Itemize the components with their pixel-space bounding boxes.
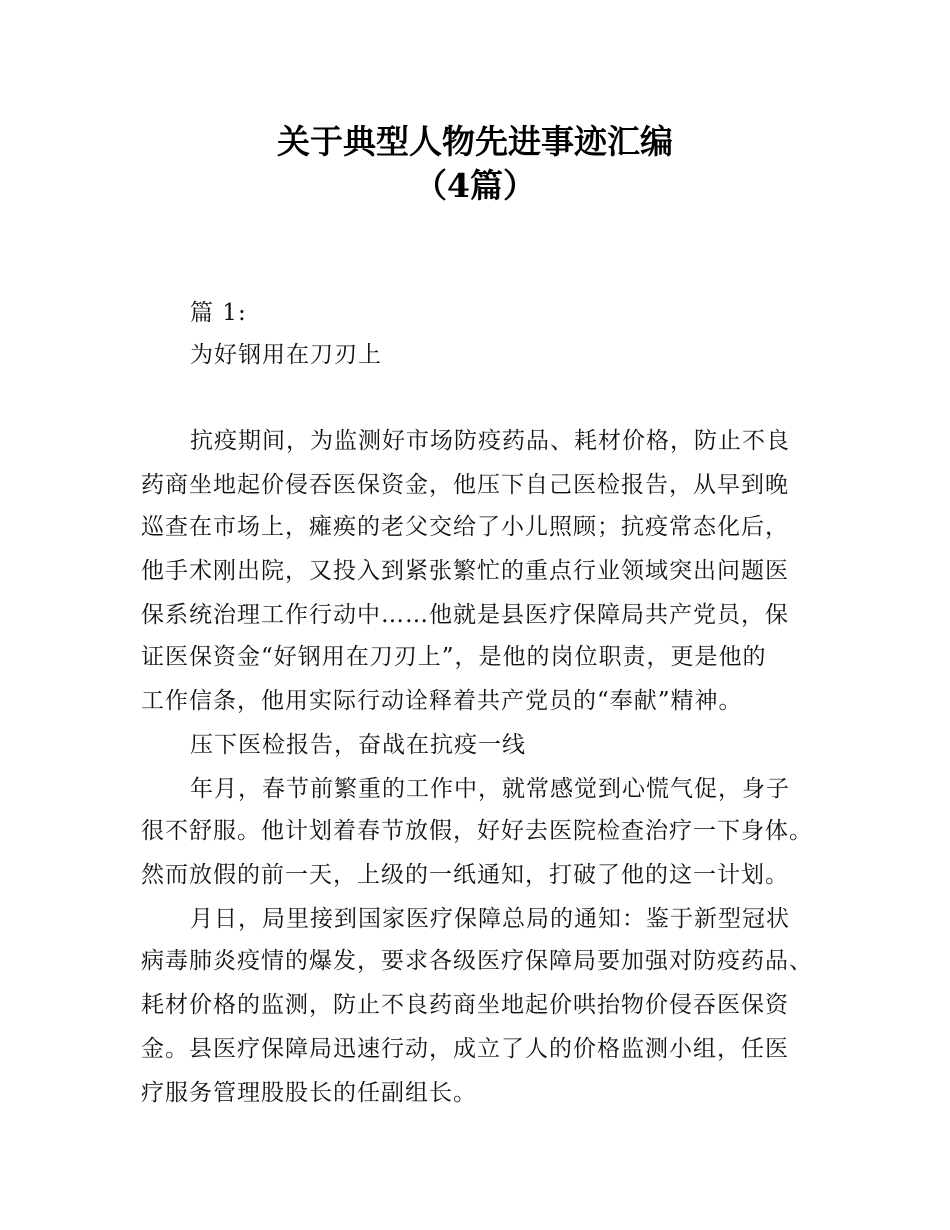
paragraph-line: 耗材价格的监测，防止不良药商坐地起价哄抬物价侵吞医保资 (141, 992, 789, 1018)
document-title-count: （4篇） (414, 166, 536, 205)
paragraph-line: 金。县医疗保障局迅速行动，成立了人的价格监测小组，任医 (141, 1036, 789, 1062)
paragraph-line: 疗服务管理股股长的任副组长。 (141, 1080, 477, 1106)
paragraph-line: 保系统治理工作行动中……他就是县医疗保障局共产党员，保 (141, 602, 789, 628)
paragraph-line: 巡查在市场上，瘫痪的老父交给了小儿照顾；抗疫常态化后， (141, 514, 789, 540)
paragraph-line: 工作信条，他用实际行动诠释着共产党员的“奉献”精神。 (141, 688, 743, 714)
paragraph-line: 药商坐地起价侵吞医保资金，他压下自己医检报告，从早到晚 (141, 472, 789, 498)
section-label: 篇 1: (190, 300, 247, 326)
paragraph-line: 证医保资金“好钢用在刀刃上”，是他的岗位职责，更是他的 (141, 644, 767, 670)
paragraph-line: 抗疫期间，为监测好市场防疫药品、耗材价格，防止不良 (190, 428, 790, 454)
paragraph-line: 月日，局里接到国家医疗保障总局的通知：鉴于新型冠状 (190, 906, 790, 932)
paragraph-line: 很不舒服。他计划着春节放假，好好去医院检查治疗一下身体。 (141, 818, 813, 844)
paragraph-line: 他手术刚出院，又投入到紧张繁忙的重点行业领域突出问题医 (141, 558, 789, 584)
section-title: 为好钢用在刀刃上 (190, 342, 382, 368)
subheading: 压下医检报告，奋战在抗疫一线 (190, 732, 526, 758)
paragraph-line: 然而放假的前一天，上级的一纸通知，打破了他的这一计划。 (141, 862, 789, 888)
paragraph-line: 年月，春节前繁重的工作中，就常感觉到心慌气促，身子 (190, 776, 790, 802)
paragraph-line: 病毒肺炎疫情的爆发，要求各级医疗保障局要加强对防疫药品、 (141, 948, 813, 974)
document-title: 关于典型人物先进事迹汇编 (277, 122, 673, 161)
